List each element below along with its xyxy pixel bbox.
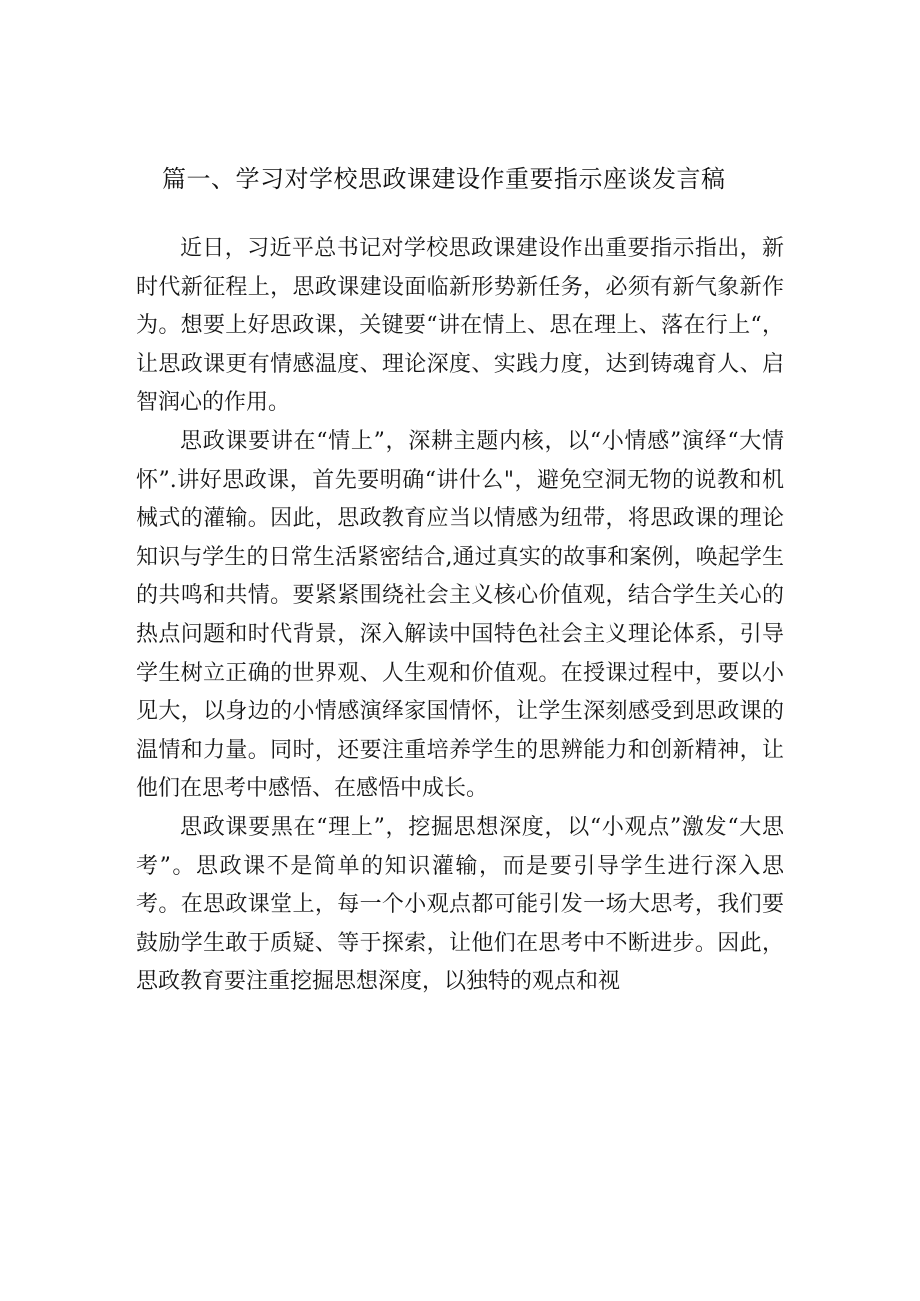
paragraph-3: 思政课要黒在“理上”，挖掘思想深度，以“小观点”激发“大思考”。思政课不是简单的知识灌输，而是要引导学生进行深入思考。在思政课堂上，每一个小观点都可能引发一场大思考，我们要鼓励学生敢于质疑、等于探索，让他们在思考中不断进步。因此，思政教育要注重挖掘思想深度，以独特的观点和视	[136, 814, 784, 995]
document-title: 篇一、学习对学校思政课建设作重要指示座谈发言稿	[162, 165, 726, 193]
document-body	[136, 230, 784, 1002]
paragraph-2: 思政课要讲在“情上”，深耕主题内核，以“小情感”演绎“大情怀”.讲好思政课，首先要明确“讲什么"，避免空洞无物的说教和机械式的灌输。因此，思政教育应当以情感为纽带，将思政课的理论知识与学生的日常生活紧密结合,通过真实的故事和案例，唤起学生的共鸣和共情。要紧紧围绕社会主义核心价值观，结合学生关心的热点问题和时代背景，深入解读中国特色社会主义理论体系，引导学生树立正确的世界观、人生观和价值观。在授课过程中，要以小见大，以身边的小情感演绎家国情怀，让学生深刻感受到思政课的温情和力量。同时，还要注重培养学生的思辨能力和创新精神，让他们在思考中感悟、在感悟中成长。	[136, 428, 784, 802]
paragraph-1: 近日，习近平总书记对学校思政课建设作出重要指示指出，新时代新征程上，思政课建设面临新形势新任务，必须有新气象新作为。想要上好思政课，关键要“讲在情上、思在理上、落在行上“，让思政课更有情感温度、理论深度、实践力度，达到铸魂育人、启智润心的作用。	[136, 236, 784, 416]
